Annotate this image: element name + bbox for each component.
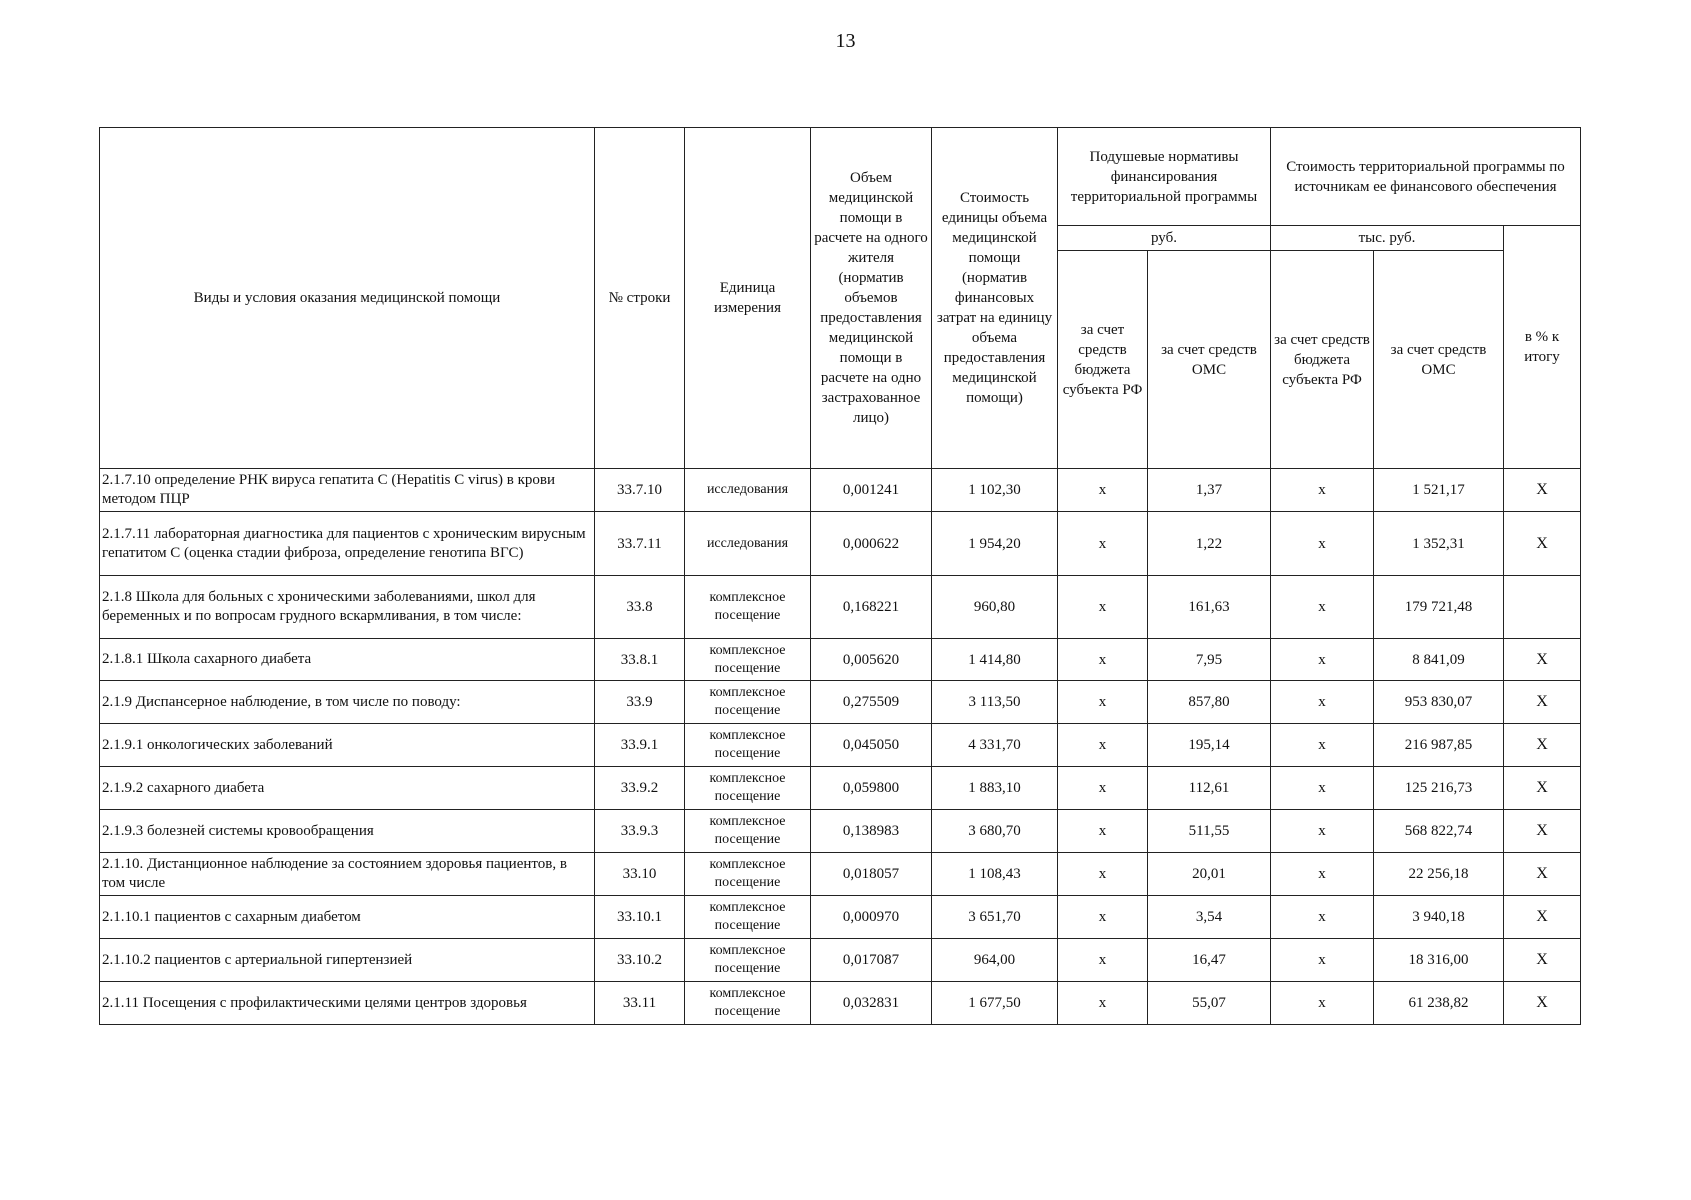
table-row	[100, 896, 1581, 939]
row-unit: комплексное посещение	[685, 767, 811, 810]
row-cost-budget: х	[1271, 767, 1374, 810]
row-percent: Х	[1504, 896, 1581, 939]
row-percent: Х	[1504, 639, 1581, 681]
row-unit: комплексное посещение	[685, 810, 811, 853]
row-cost-budget: х	[1271, 469, 1374, 512]
row-unit-cost: 960,80	[932, 576, 1058, 639]
header-cost-budget: за счет средств бюджета субъекта РФ	[1271, 251, 1374, 469]
row-unit: комплексное посещение	[685, 896, 811, 939]
row-norm-oms: 195,14	[1148, 724, 1271, 767]
header-norm-budget: за счет средств бюджета субъекта РФ	[1058, 251, 1148, 469]
row-number: 33.9	[595, 681, 685, 724]
table-row	[100, 681, 1581, 724]
row-unit: комплексное посещение	[685, 853, 811, 896]
row-number: 33.11	[595, 982, 685, 1025]
row-percent: Х	[1504, 724, 1581, 767]
row-percent: Х	[1504, 469, 1581, 512]
row-percent: Х	[1504, 512, 1581, 576]
row-norm-budget: х	[1058, 939, 1148, 982]
row-number: 33.10.1	[595, 896, 685, 939]
table-row	[100, 639, 1581, 681]
financing-table	[99, 127, 1581, 1025]
row-percent: Х	[1504, 853, 1581, 896]
row-norm-budget: х	[1058, 639, 1148, 681]
row-volume: 0,005620	[811, 639, 932, 681]
table-row	[100, 512, 1581, 576]
header-name: Виды и условия оказания медицинской помощи	[100, 128, 595, 469]
row-unit: комплексное посещение	[685, 982, 811, 1025]
row-name: 2.1.7.10 определение РНК вируса гепатита С (Hepatitis C virus) в крови методом ПЦР	[100, 469, 595, 512]
row-number: 33.7.11	[595, 512, 685, 576]
header-unit-cost: Стоимость единицы объема медицинской помощи (норматив финансовых затрат на единицу объема предоставления медицинской помощи)	[932, 128, 1058, 469]
row-unit-cost: 1 102,30	[932, 469, 1058, 512]
header-cost-oms: за счет средств ОМС	[1374, 251, 1504, 469]
row-unit-cost: 1 883,10	[932, 767, 1058, 810]
header-volume: Объем медицинской помощи в расчете на одного жителя (норматив объемов предоставления медицинской помощи в расчете на одно застрахованное лицо)	[811, 128, 932, 469]
row-volume: 0,168221	[811, 576, 932, 639]
row-norm-oms: 112,61	[1148, 767, 1271, 810]
row-cost-budget: х	[1271, 639, 1374, 681]
row-name: 2.1.9 Диспансерное наблюдение, в том числе по поводу:	[100, 681, 595, 724]
row-unit: комплексное посещение	[685, 681, 811, 724]
row-name: 2.1.8 Школа для больных с хроническими заболеваниями, школ для беременных и по вопросам грудного вскармливания, в том числе:	[100, 576, 595, 639]
row-volume: 0,017087	[811, 939, 932, 982]
row-unit-cost: 964,00	[932, 939, 1058, 982]
row-unit: комплексное посещение	[685, 639, 811, 681]
row-name: 2.1.10.1 пациентов с сахарным диабетом	[100, 896, 595, 939]
row-cost-budget: х	[1271, 512, 1374, 576]
row-cost-oms: 568 822,74	[1374, 810, 1504, 853]
row-cost-budget: х	[1271, 982, 1374, 1025]
row-norm-budget: х	[1058, 982, 1148, 1025]
row-percent	[1504, 576, 1581, 639]
row-volume: 0,000622	[811, 512, 932, 576]
row-norm-budget: х	[1058, 576, 1148, 639]
row-cost-oms: 179 721,48	[1374, 576, 1504, 639]
row-percent: Х	[1504, 681, 1581, 724]
row-cost-oms: 8 841,09	[1374, 639, 1504, 681]
table-row	[100, 767, 1581, 810]
row-norm-oms: 3,54	[1148, 896, 1271, 939]
row-cost-oms: 1 521,17	[1374, 469, 1504, 512]
row-number: 33.10.2	[595, 939, 685, 982]
row-number: 33.8.1	[595, 639, 685, 681]
row-norm-oms: 1,37	[1148, 469, 1271, 512]
row-number: 33.9.3	[595, 810, 685, 853]
row-volume: 0,000970	[811, 896, 932, 939]
row-volume: 0,275509	[811, 681, 932, 724]
row-cost-budget: х	[1271, 681, 1374, 724]
header-unit-thous-rub: тыс. руб.	[1271, 226, 1504, 251]
header-norm-oms: за счет средств ОМС	[1148, 251, 1271, 469]
row-unit: комплексное посещение	[685, 576, 811, 639]
row-cost-oms: 18 316,00	[1374, 939, 1504, 982]
row-norm-budget: х	[1058, 896, 1148, 939]
header-percent: в % к итогу	[1504, 226, 1581, 469]
table-row	[100, 853, 1581, 896]
row-percent: Х	[1504, 982, 1581, 1025]
row-name: 2.1.8.1 Школа сахарного диабета	[100, 639, 595, 681]
row-number: 33.10	[595, 853, 685, 896]
header-row-number: № строки	[595, 128, 685, 469]
row-unit-cost: 1 108,43	[932, 853, 1058, 896]
row-norm-budget: х	[1058, 853, 1148, 896]
row-name: 2.1.11 Посещения с профилактическими целями центров здоровья	[100, 982, 595, 1025]
row-cost-budget: х	[1271, 896, 1374, 939]
row-number: 33.9.2	[595, 767, 685, 810]
header-unit-rub: руб.	[1058, 226, 1271, 251]
row-cost-oms: 61 238,82	[1374, 982, 1504, 1025]
row-cost-oms: 22 256,18	[1374, 853, 1504, 896]
row-norm-budget: х	[1058, 512, 1148, 576]
table-row	[100, 939, 1581, 982]
row-cost-budget: х	[1271, 724, 1374, 767]
row-unit-cost: 1 954,20	[932, 512, 1058, 576]
row-norm-oms: 1,22	[1148, 512, 1271, 576]
row-unit-cost: 4 331,70	[932, 724, 1058, 767]
row-norm-budget: х	[1058, 469, 1148, 512]
row-cost-budget: х	[1271, 576, 1374, 639]
page-number: 13	[835, 30, 856, 52]
row-name: 2.1.9.2 сахарного диабета	[100, 767, 595, 810]
row-unit: исследования	[685, 469, 811, 512]
row-volume: 0,059800	[811, 767, 932, 810]
table-row	[100, 576, 1581, 639]
table-row	[100, 810, 1581, 853]
row-name: 2.1.7.11 лабораторная диагностика для пациентов с хроническим вирусным гепатитом С (оценка стадии фиброза, определение генотипа ВГС)	[100, 512, 595, 576]
row-norm-budget: х	[1058, 767, 1148, 810]
row-unit: комплексное посещение	[685, 724, 811, 767]
row-cost-oms: 1 352,31	[1374, 512, 1504, 576]
row-number: 33.9.1	[595, 724, 685, 767]
row-norm-budget: х	[1058, 681, 1148, 724]
row-unit: комплексное посещение	[685, 939, 811, 982]
row-unit-cost: 3 651,70	[932, 896, 1058, 939]
row-name: 2.1.10.2 пациентов с артериальной гипертензией	[100, 939, 595, 982]
row-cost-budget: х	[1271, 853, 1374, 896]
row-unit-cost: 3 680,70	[932, 810, 1058, 853]
row-volume: 0,045050	[811, 724, 932, 767]
row-unit-cost: 3 113,50	[932, 681, 1058, 724]
row-norm-oms: 161,63	[1148, 576, 1271, 639]
row-volume: 0,018057	[811, 853, 932, 896]
row-name: 2.1.10. Дистанционное наблюдение за состоянием здоровья пациентов, в том числе	[100, 853, 595, 896]
row-norm-oms: 20,01	[1148, 853, 1271, 896]
header-group-cost: Стоимость территориальной программы по источникам ее финансового обеспечения	[1271, 128, 1581, 226]
row-norm-budget: х	[1058, 810, 1148, 853]
row-norm-oms: 16,47	[1148, 939, 1271, 982]
row-norm-oms: 511,55	[1148, 810, 1271, 853]
row-cost-oms: 953 830,07	[1374, 681, 1504, 724]
row-norm-oms: 857,80	[1148, 681, 1271, 724]
row-percent: Х	[1504, 767, 1581, 810]
row-volume: 0,032831	[811, 982, 932, 1025]
row-cost-oms: 3 940,18	[1374, 896, 1504, 939]
row-name: 2.1.9.3 болезней системы кровообращения	[100, 810, 595, 853]
header-group-norms: Подушевые нормативы финансирования территориальной программы	[1058, 128, 1271, 226]
row-number: 33.7.10	[595, 469, 685, 512]
row-cost-oms: 125 216,73	[1374, 767, 1504, 810]
row-unit-cost: 1 414,80	[932, 639, 1058, 681]
row-name: 2.1.9.1 онкологических заболеваний	[100, 724, 595, 767]
row-cost-oms: 216 987,85	[1374, 724, 1504, 767]
table-row	[100, 469, 1581, 512]
row-norm-budget: х	[1058, 724, 1148, 767]
row-unit: исследования	[685, 512, 811, 576]
row-volume: 0,138983	[811, 810, 932, 853]
table-row	[100, 724, 1581, 767]
row-cost-budget: х	[1271, 810, 1374, 853]
row-percent: Х	[1504, 810, 1581, 853]
row-volume: 0,001241	[811, 469, 932, 512]
row-norm-oms: 7,95	[1148, 639, 1271, 681]
header-unit: Единица измерения	[685, 128, 811, 469]
row-unit-cost: 1 677,50	[932, 982, 1058, 1025]
row-cost-budget: х	[1271, 939, 1374, 982]
row-percent: Х	[1504, 939, 1581, 982]
table-row	[100, 982, 1581, 1025]
row-norm-oms: 55,07	[1148, 982, 1271, 1025]
row-number: 33.8	[595, 576, 685, 639]
